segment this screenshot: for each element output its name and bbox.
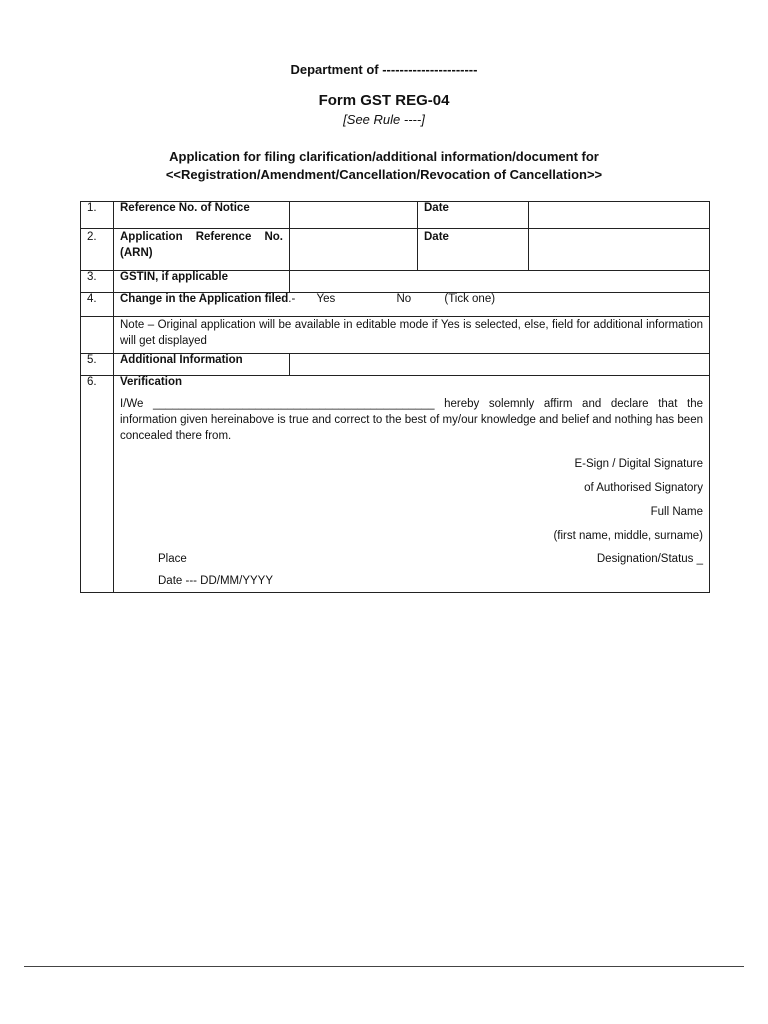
row-number: 2. (81, 229, 114, 271)
change-application-label: Change in the Application filed (120, 293, 289, 305)
arn-date-field[interactable] (529, 229, 710, 271)
note-text: Note – Original application will be available in editable mode if Yes is selected, else, field for additional information will get displayed (114, 317, 710, 354)
row-number: 5. (81, 354, 114, 376)
gstin-field[interactable] (290, 271, 710, 293)
verification-label: Verification (120, 376, 182, 388)
arn-field[interactable] (290, 229, 418, 271)
additional-information-label: Additional Information (114, 354, 290, 376)
row-number: 1. (81, 202, 114, 229)
arn-label-line1: Application Reference No. (120, 231, 283, 243)
department-heading: Department of ---------------------- (290, 62, 478, 77)
table-row (81, 202, 710, 229)
change-application-cell (114, 293, 710, 317)
verification-date: Date --- DD/MM/YYYY (158, 575, 274, 587)
application-title (0, 148, 768, 184)
full-name-label: Full Name (650, 506, 703, 518)
arn-date-label: Date (418, 229, 529, 271)
notice-date-label: Date (418, 202, 529, 229)
notice-date-field[interactable] (529, 202, 710, 229)
table-row (81, 317, 710, 354)
yes-option[interactable]: Yes (316, 293, 336, 305)
application-form-table (80, 201, 710, 593)
name-format-label: (first name, middle, surname) (553, 530, 703, 542)
place-designation-line (120, 548, 703, 570)
table-row (81, 376, 710, 593)
signature-block (120, 452, 703, 548)
esign-label: E-Sign / Digital Signature (574, 458, 703, 470)
additional-information-field[interactable] (290, 354, 710, 376)
tick-one-hint: (Tick one) (444, 293, 496, 305)
application-title-line1: Application for filing clarification/additional information/document for (169, 149, 599, 164)
change-application-suffix: .- (288, 293, 296, 305)
reference-notice-field[interactable] (290, 202, 418, 229)
table-row (81, 229, 710, 271)
rule-reference: [See Rule ----] (343, 112, 425, 127)
gstin-label: GSTIN, if applicable (114, 271, 290, 293)
row-number: 4. (81, 293, 114, 317)
footer-divider (24, 966, 744, 967)
form-title: Form GST REG-04 (318, 92, 450, 109)
table-row (81, 271, 710, 293)
reference-notice-label: Reference No. of Notice (114, 202, 290, 229)
no-option[interactable]: No (396, 293, 412, 305)
row-number: 6. (81, 376, 114, 593)
designation-label: Designation/Status _ (596, 553, 703, 565)
verification-cell (114, 376, 710, 593)
arn-label (114, 229, 290, 271)
authorised-signatory-label: of Authorised Signatory (584, 482, 703, 494)
application-title-line2: <<Registration/Amendment/Cancellation/Revocation of Cancellation>> (165, 167, 603, 182)
arn-label-line2: (ARN) (120, 247, 153, 259)
verification-declaration: I/We ____________________________________________ hereby solemnly affirm and declare that the information given hereinabove is true and correct to the best of my/our knowledge and belief and nothing has been concealed there from. (120, 398, 703, 442)
row-number: 3. (81, 271, 114, 293)
empty-number-cell (81, 317, 114, 354)
table-row (81, 354, 710, 376)
place-label: Place (158, 553, 187, 565)
table-row (81, 293, 710, 317)
